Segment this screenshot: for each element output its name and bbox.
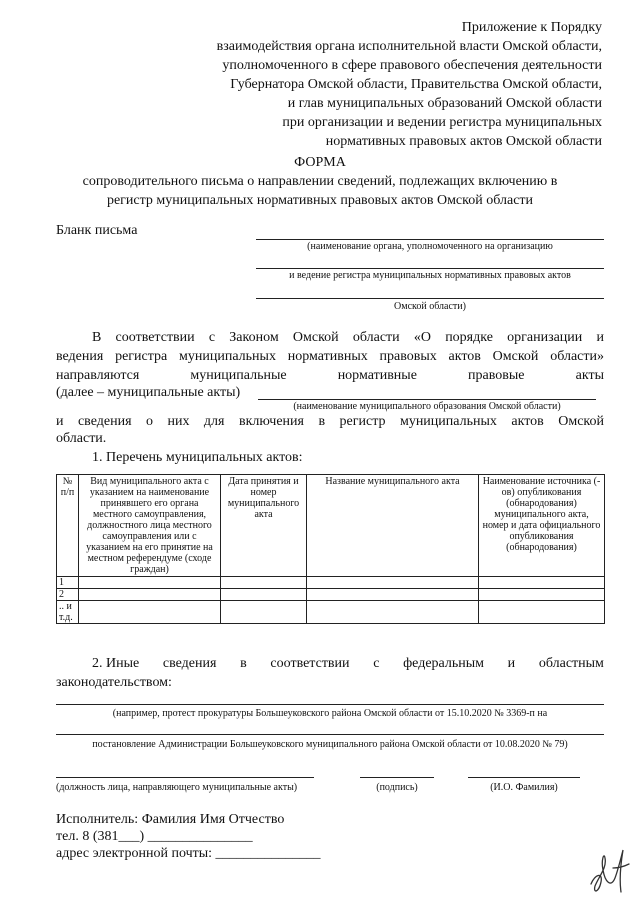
blank-hint-1: (наименование органа, уполномоченного на организацию bbox=[307, 241, 553, 252]
other-line-1 bbox=[92, 656, 604, 672]
handwritten-initials-icon bbox=[585, 838, 635, 900]
body-line-2: ведения регистра муниципальных нормативных правовых актов Омской области» bbox=[56, 349, 604, 364]
body-line-4: (далее – муниципальные акты) bbox=[56, 385, 241, 400]
header-line-3: уполномоченного в сфере правового обеспечения деятельности bbox=[222, 58, 602, 73]
name-hint: (И.О. Фамилия) bbox=[490, 782, 558, 793]
row-number: 2 bbox=[57, 589, 79, 601]
table-cell bbox=[479, 577, 605, 589]
other-word: областным bbox=[538, 656, 604, 671]
header-line-7: нормативных правовых актов Омской области bbox=[325, 134, 602, 149]
table-cell bbox=[221, 601, 307, 624]
table-cell bbox=[221, 577, 307, 589]
blank-label: Бланк письма bbox=[56, 223, 138, 238]
list-heading: 1. Перечень муниципальных актов: bbox=[92, 450, 303, 465]
other-word: соответствии bbox=[270, 656, 350, 671]
municipality-hint: (наименование муниципального образования Омской области) bbox=[293, 401, 561, 412]
body-line-3 bbox=[56, 368, 604, 384]
table-cell bbox=[479, 589, 605, 601]
body-word: муниципальные bbox=[190, 368, 287, 383]
municipality-line bbox=[258, 399, 596, 400]
blank-line-2 bbox=[256, 268, 604, 269]
blank-line-3 bbox=[256, 298, 604, 299]
col-act-type: Вид муниципального акта с указанием на наименование принявшего его органа местного самоуправления, должностного лица местного самоуправления или с указанием на его принятие на местном референдуме (сходе граждан) bbox=[79, 475, 221, 577]
table-cell bbox=[221, 589, 307, 601]
table-row bbox=[57, 589, 605, 601]
header-line-5: и глав муниципальных образований Омской области bbox=[287, 96, 602, 111]
other-line-2: законодательством: bbox=[56, 675, 172, 690]
header-line-1: Приложение к Порядку bbox=[461, 20, 602, 35]
body-line-5: и сведения о них для включения в регистр муниципальных актов Омской bbox=[56, 414, 604, 429]
form-title: ФОРМА bbox=[294, 155, 346, 170]
col-publication-source: Наименование источника (-ов) опубликования (обнародования) муниципального акта, номер и дата официального опубликования (обнародования) bbox=[479, 475, 605, 577]
header-line-6: при организации и ведении регистра муниципальных bbox=[282, 115, 602, 130]
acts-table bbox=[56, 474, 605, 624]
executor-name: Исполнитель: Фамилия Имя Отчество bbox=[56, 812, 285, 827]
body-line-1: В соответствии с Законом Омской области «О порядке организации и bbox=[92, 330, 604, 345]
blank-line-1 bbox=[256, 239, 604, 240]
body-word: нормативные bbox=[337, 368, 417, 383]
other-hint-2: постановление Администрации Большеуковского муниципального района Омской области от 10.08.2020 № 79) bbox=[92, 739, 568, 750]
header-line-4: Губернатора Омской области, Правительства Омской области, bbox=[230, 77, 602, 92]
other-word: 2. Иные bbox=[92, 656, 140, 671]
body-line-6: области. bbox=[56, 431, 107, 446]
table-row bbox=[57, 577, 605, 589]
table-cell bbox=[79, 601, 221, 624]
row-number: 1 bbox=[57, 577, 79, 589]
other-word: федеральным bbox=[403, 656, 484, 671]
position-line bbox=[56, 777, 314, 778]
col-date-number: Дата принятия и номер муниципального акта bbox=[221, 475, 307, 577]
sign-line bbox=[360, 777, 434, 778]
header-line-2: взаимодействия органа исполнительной власти Омской области, bbox=[216, 39, 602, 54]
row-number: .. и т.д. bbox=[57, 601, 79, 624]
table-header-row bbox=[57, 475, 605, 577]
name-line bbox=[468, 777, 580, 778]
sign-hint: (подпись) bbox=[376, 782, 418, 793]
table-cell bbox=[79, 589, 221, 601]
other-word: в bbox=[240, 656, 247, 671]
col-number: № п/п bbox=[57, 475, 79, 577]
table-cell bbox=[307, 589, 479, 601]
position-hint: (должность лица, направляющего муниципальные акты) bbox=[56, 782, 298, 793]
other-word: сведения bbox=[162, 656, 217, 671]
other-blank-line-2 bbox=[56, 734, 604, 735]
table-cell bbox=[479, 601, 605, 624]
blank-hint-2: и ведение регистра муниципальных нормативных правовых актов bbox=[289, 270, 571, 281]
body-word: правовые bbox=[468, 368, 525, 383]
col-act-name: Название муниципального акта bbox=[307, 475, 479, 577]
other-word: с bbox=[373, 656, 380, 671]
form-subtitle-1: сопроводительного письма о направлении сведений, подлежащих включению в bbox=[82, 174, 558, 189]
body-word: направляются bbox=[56, 368, 140, 383]
table-row bbox=[57, 601, 605, 624]
executor-email: адрес электронной почты: _______________ bbox=[56, 846, 321, 861]
body-word: акты bbox=[575, 368, 604, 383]
other-blank-line-1 bbox=[56, 704, 604, 705]
table-cell bbox=[307, 577, 479, 589]
other-hint-1: (например, протест прокуратуры Большеуковского района Омской области от 15.10.2020 № 3369-п на bbox=[112, 708, 548, 719]
blank-hint-3: Омской области) bbox=[394, 301, 466, 312]
table-cell bbox=[307, 601, 479, 624]
form-subtitle-2: регистр муниципальных нормативных правовых актов Омской области bbox=[106, 193, 534, 208]
table-cell bbox=[79, 577, 221, 589]
executor-phone: тел. 8 (381___) _______________ bbox=[56, 829, 253, 844]
other-word: и bbox=[507, 656, 516, 671]
